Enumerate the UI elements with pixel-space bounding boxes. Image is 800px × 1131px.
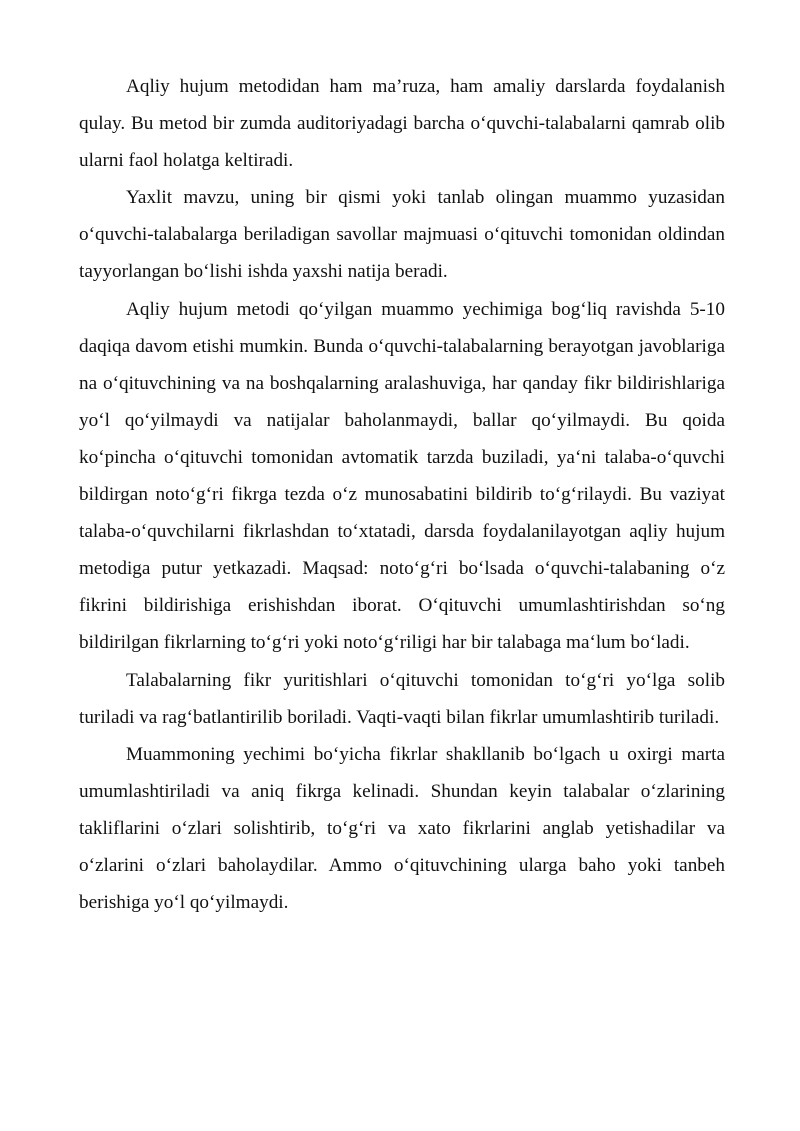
paragraph-4: Talabalarning fikr yuritishlari o‘qituvchi tomonidan to‘g‘ri yo‘lga solib turiladi va rag‘batlantirilib boriladi. Vaqti-vaqti bilan fikrlar umumlashtirib turiladi. (79, 669, 725, 728)
paragraph-1: Aqliy hujum metodidan ham ma’ruza, ham amaliy darslarda foydalanish qulay. Bu metod bir zumda auditoriyadagi barcha o‘quvchi-talabalarni qamrab olib ularni faol holatga keltiradi. (79, 76, 725, 172)
paragraph-3: Aqliy hujum metodi qo‘yilgan muammo yechimiga bog‘liq ravishda 5-10 daqiqa davom etishi mumkin. Bunda o‘quvchi-talabalarning berayotgan javoblariga na o‘qituvchining va na boshqalarning aralashuviga, har qanday fikr bildirishlariga yo‘l qo‘yilmaydi va natijalar baholanmaydi, ballar qo‘yilmaydi. Bu qoida ko‘pincha o‘qituvchi tomonidan avtomatik tarzda buziladi, ya‘ni talaba-o‘quvchi bildirgan noto‘g‘ri fikrga tezda o‘z munosabatini bildirib to‘g‘rilaydi. Bu vaziyat talaba-o‘quvchilarni fikrlashdan to‘xtatadi, darsda foydalanilayotgan aqliy hujum metodiga putur yetkazadi. Maqsad: noto‘g‘ri bo‘lsada o‘quvchi-talabaning o‘z fikrini bildirishiga erishishdan iborat. O‘qituvchi umumlashtirishdan so‘ng bildirilgan fikrlarning to‘g‘ri yoki noto‘g‘riligi har bir talabaga ma‘lum bo‘ladi. (79, 298, 725, 654)
document-page (79, 68, 725, 921)
paragraph-2: Yaxlit mavzu, uning bir qismi yoki tanlab olingan muammo yuzasidan o‘quvchi-talabalarga beriladigan savollar majmuasi o‘qituvchi tomonidan oldindan tayyorlangan bo‘lishi ishda yaxshi natija beradi. (79, 187, 725, 283)
paragraph-5: Muammoning yechimi bo‘yicha fikrlar shakllanib bo‘lgach u oxirgi marta umumlashtiriladi va aniq fikrga kelinadi. Shundan keyin talabalar o‘zlarining takliflarini o‘zlari solishtirib, to‘g‘ri va xato fikrlarini anglab yetishadilar va o‘zlarini o‘zlari baholaydilar. Ammo o‘qituvchining ularga baho yoki tanbeh berishiga yo‘l qo‘yilmaydi. (79, 743, 725, 914)
